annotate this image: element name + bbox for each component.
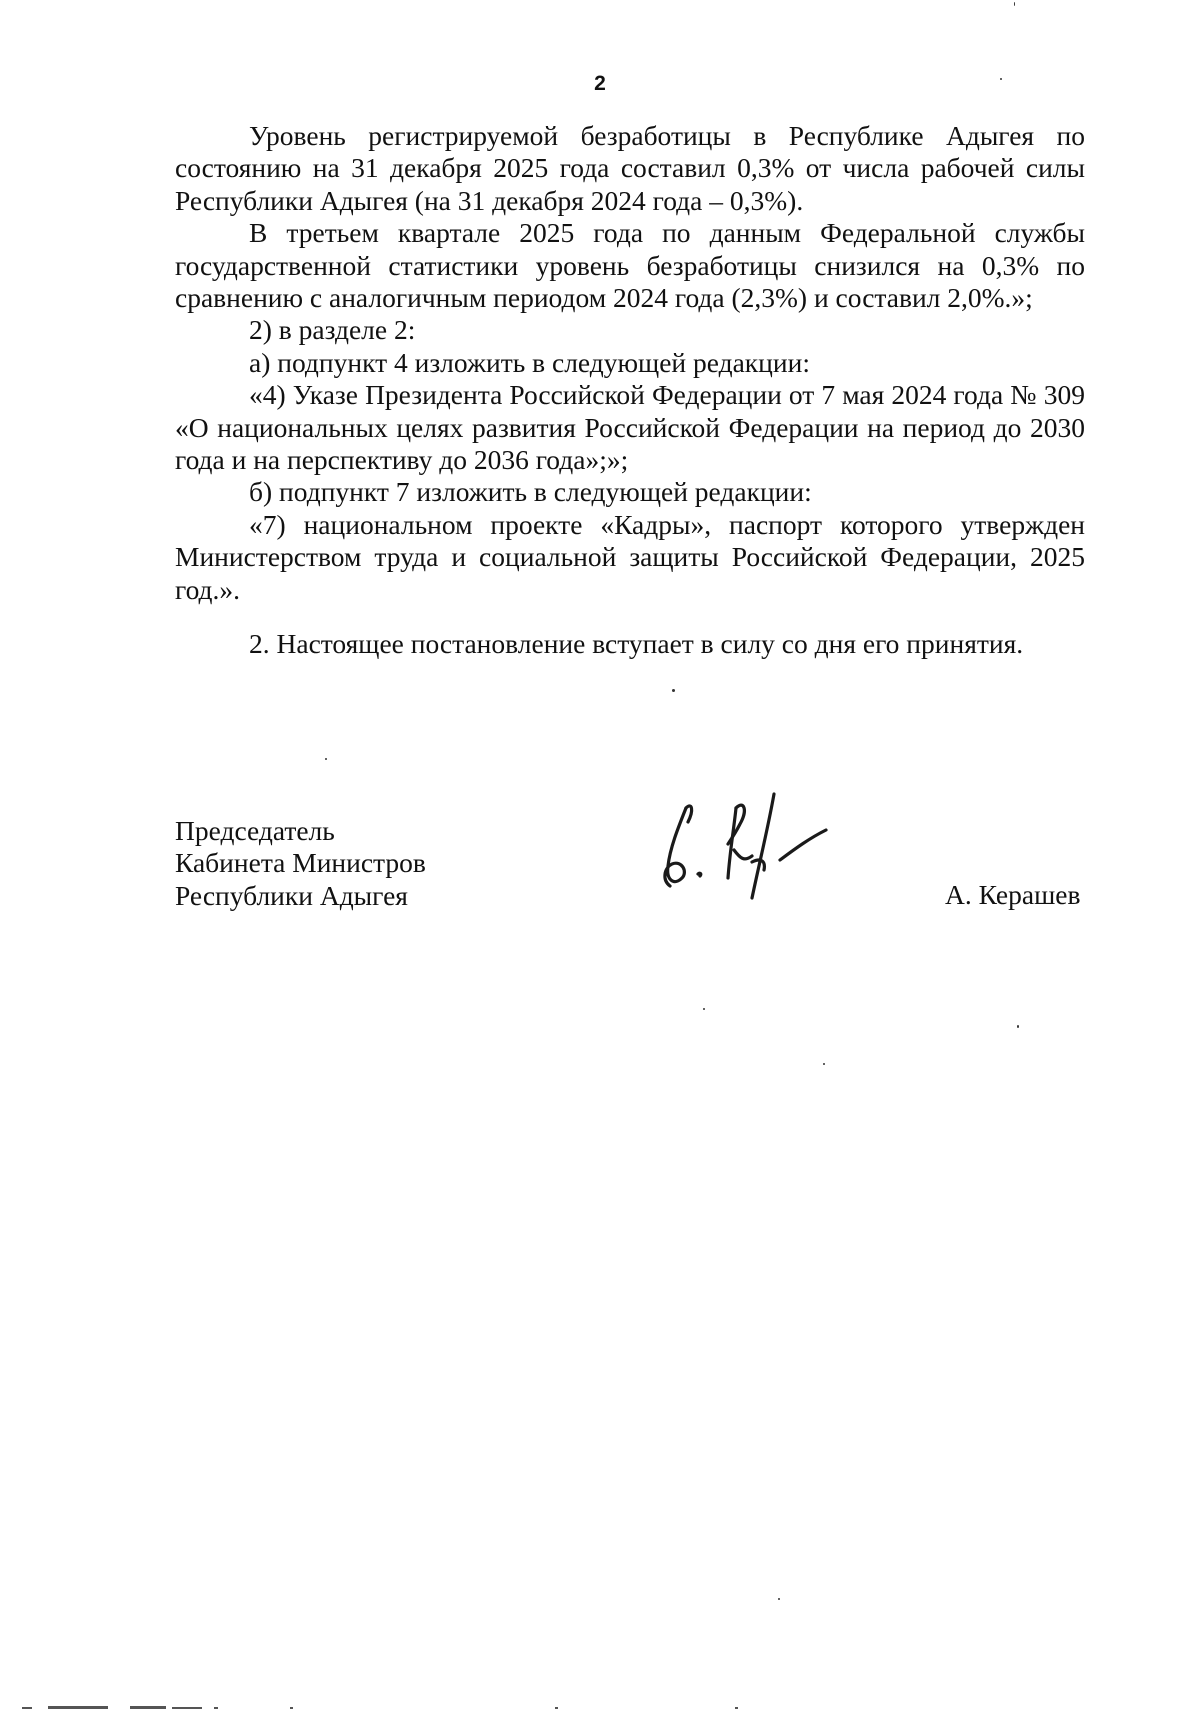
signatory-title xyxy=(175,815,426,912)
paragraph-subitem-4-text: «4) Указе Президента Российской Федерации от 7 мая 2024 года № 309 «О национальных целях развития Российской Федерации на период до 2030 года и на перспективу до 2036 года»;»; xyxy=(175,379,1085,476)
handwritten-signature xyxy=(648,788,848,908)
scan-speck xyxy=(778,1598,780,1600)
paragraph-subitem-4-intro: а) подпункт 4 изложить в следующей редакции: xyxy=(249,346,810,378)
paragraph-unemployment-registered: Уровень регистрируемой безработицы в Республике Адыгея по состоянию на 31 декабря 2025 года составил 0,3% от числа рабочей силы Республики Адыгея (на 31 декабря 2024 года – 0,3%). xyxy=(175,120,1085,216)
paragraph-unemployment-quarter: В третьем квартале 2025 года по данным Федеральной службы государственной статистики уровень безработицы снизился на 0,3% по сравнению с аналогичным периодом 2024 года (2,3%) и составил 2,0%.»; xyxy=(175,217,1085,314)
scan-speck xyxy=(325,758,327,760)
signatory-title-line: Республики Адыгея xyxy=(175,879,408,911)
paragraph-subitem-7-text: «7) национальном проекте «Кадры», паспорт которого утвержден Министерством труда и социальной защиты Российской Федерации, 2025 год.». xyxy=(175,508,1085,605)
signatory-name: А. Керашев xyxy=(945,879,1081,910)
page-number: 2 xyxy=(594,72,606,95)
signatory-title-line: Председатель xyxy=(175,815,335,846)
scan-speck xyxy=(672,689,675,692)
scan-speck xyxy=(1017,1025,1019,1028)
paragraph-section-2: 2) в разделе 2: xyxy=(249,314,416,346)
scan-speck xyxy=(1000,78,1002,80)
paragraph-subitem-7-intro: б) подпункт 7 изложить в следующей редакции: xyxy=(249,476,812,508)
document-body xyxy=(175,120,1085,661)
scan-edge-artifact xyxy=(0,1705,1200,1711)
scan-speck xyxy=(703,1008,705,1010)
paragraph-effective-date: 2. Настоящее постановление вступает в силу со дня его принятия. xyxy=(249,628,1024,660)
signatory-title-line: Кабинета Министров xyxy=(175,847,426,879)
scan-speck xyxy=(1014,2,1015,6)
scan-speck xyxy=(823,1063,825,1065)
